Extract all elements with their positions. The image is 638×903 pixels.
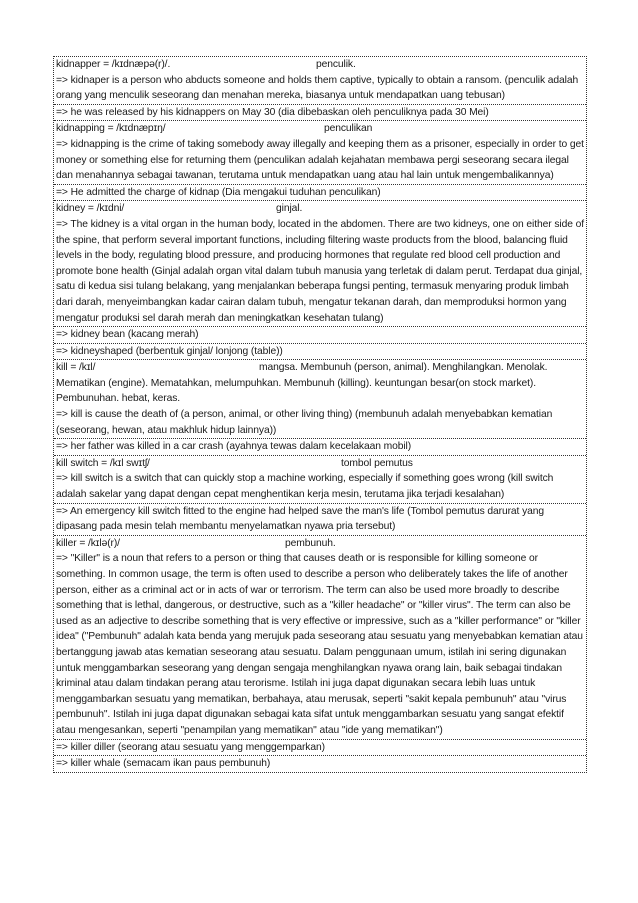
dictionary-entry [54,201,586,360]
entry-headline [54,456,586,472]
entry-meaning: mangsa. Membunuh (person, animal). Menghilangkan. Menolak. Mematikan (engine). Mematahkan, melumpuhkan. Membunuh (killing). keuntungan besar(on stock market). Pembunuhan. hebat, keras. [56,362,548,405]
entry-term: kidney = /kɪdni/ [56,203,125,215]
entry-definition [54,536,586,740]
entry-term: kill = /kɪl/ [56,362,96,374]
entry-term: kill switch = /kɪl swɪtʃ/ [56,457,150,469]
entry-headline [54,121,586,137]
entry-explanation: => kill switch is a switch that can quickly stop a machine working, especially if something goes wrong (kill switch adalah sakelar yang dapat dengan cepat menghentikan kerja mesin, terutama jika terjadi kesalahan) [56,473,554,501]
entry-meaning: ginjal. [276,203,303,215]
entry-example: => killer diller (seorang atau sesuatu yang menggemparkan) [54,740,586,757]
entry-headline [54,536,586,552]
dictionary-entry [54,456,586,536]
entry-explanation: => "Killer" is a noun that refers to a person or thing that causes death or is responsible for killing someone or something. In common usage, the term is often used to describe a person who deliberately takes the life of another person, either as a criminal act or in acts of war or terrorism. The term can also be used more broadly to describe something that is lethal, dangerous, or destructive, such as a "killer headache" or "killer virus". The term can also be used as an adjective to describe something that is very effective or impressive, such as a "killer performance" or "killer idea" ("Pembunuh" adalah kata benda yang merujuk pada seseorang atau sesuatu yang menyebabkan kematian atau bertanggung jawab atas kematian seseorang atau sesuatu. Dalam penggunaan umum, istilah ini sering digunakan untuk menggambarkan seseorang yang dengan sengaja menghilangkan nyawa orang lain, baik sebagai tindakan kriminal atau dalam tindakan perang atau terorisme. Istilah ini juga dapat digunakan secara lebih luas untuk menggambarkan sesuatu yang mematikan, berbahaya, atau merusak, seperti "sakit kepala pembunuh" atau "virus pembunuh". Istilah ini juga dapat digunakan sebagai kata sifat untuk menggambarkan sesuatu yang sangat efektif atau mengesankan, seperti "penampilan yang mematikan" atau "ide yang mematikan") [56,553,583,736]
entry-definition [54,121,586,184]
entry-term: killer = /kɪlə(r)/ [56,537,120,549]
entry-explanation: => The kidney is a vital organ in the human body, located in the abdomen. There are two kidneys, one on either side of the spine, that perform several important functions, including filtering waste products from the blood, balancing fluid levels in the body, regulating blood pressure, and producing hormones that regulate red blood cell production and promote bone health (Ginjal adalah organ vital dalam tubuh manusia yang terletak di dalam perut. Terdapat dua ginjal, satu di kedua sisi tulang belakang, yang menjalankan beberapa fungsi penting, termasuk menyaring produk limbah dari darah, menyeimbangkan kadar cairan dalam tubuh, mengatur tekanan darah, dan memproduksi hormon yang mengatur produksi sel darah merah dan meningkatkan kesehatan tulang) [56,218,584,324]
entry-example: => he was released by his kidnappers on May 30 (dia dibebaskan oleh penculiknya pada 30 Mei) [56,106,489,118]
entry-example: => He admitted the charge of kidnap (Dia mengakui tuduhan penculikan) [56,186,381,198]
entry-meaning: penculikan [324,123,373,135]
entry-explanation: => kill is cause the death of (a person, animal, or other living thing) (membunuh adalah menyebabkan kematian (seseorang, hewan, atau makhluk hidup lainnya)) [56,409,553,436]
entry-term: kidnapping = /kɪdnæpɪŋ/ [56,123,166,135]
entry-term: kidnapper = /kɪdnæpə(r)/. [56,59,171,70]
dictionary-entry [54,121,586,201]
entry-explanation: => kidnapping is the crime of taking somebody away illegally and keeping them as a prisoner, especially in order to get money or something else for returning them (penculikan adalah kejahatan membawa pergi seseorang secara ilegal dan menahannya sebagai tawanan, terutama untuk mendapatkan uang atau hal lain untuk mengembalikannya) [56,138,584,182]
entry-example: => killer whale (semacam ikan paus pembunuh) [56,758,271,770]
entry-headline [54,201,586,217]
entry-headline [54,360,586,407]
entry-definition [54,57,586,105]
entry-example: => her father was killed in a car crash (ayahnya tewas dalam kecelakaan mobil) [56,441,412,453]
dictionary-entries [53,56,587,773]
entry-definition [54,360,586,439]
entry-meaning: penculik. [316,59,356,70]
entry-example: => An emergency kill switch fitted to the engine had helped save the man's life (Tombol pemutus darurat yang dipasang pada mesin telah membantu menyelamatkan nyawa pria tersebut) [56,505,544,533]
dictionary-entry [54,57,586,121]
entry-headline [54,57,586,73]
entry-example: => kidneyshaped (berbentuk ginjal/ lonjong (table)) [56,345,283,357]
dictionary-entry [54,360,586,456]
entry-meaning: pembunuh. [285,537,336,549]
entry-definition [54,456,586,504]
entry-definition [54,201,586,327]
dictionary-entry [54,536,586,772]
entry-meaning: tombol pemutus [341,457,413,469]
entry-example: => kidney bean (kacang merah) [54,327,586,344]
entry-explanation: => kidnaper is a person who abducts someone and holds them captive, typically to obtain a ransom. (penculik adalah orang yang menculik seseorang dan menahan mereka, biasanya untuk mendapatkan uang tebusan) [56,74,579,102]
